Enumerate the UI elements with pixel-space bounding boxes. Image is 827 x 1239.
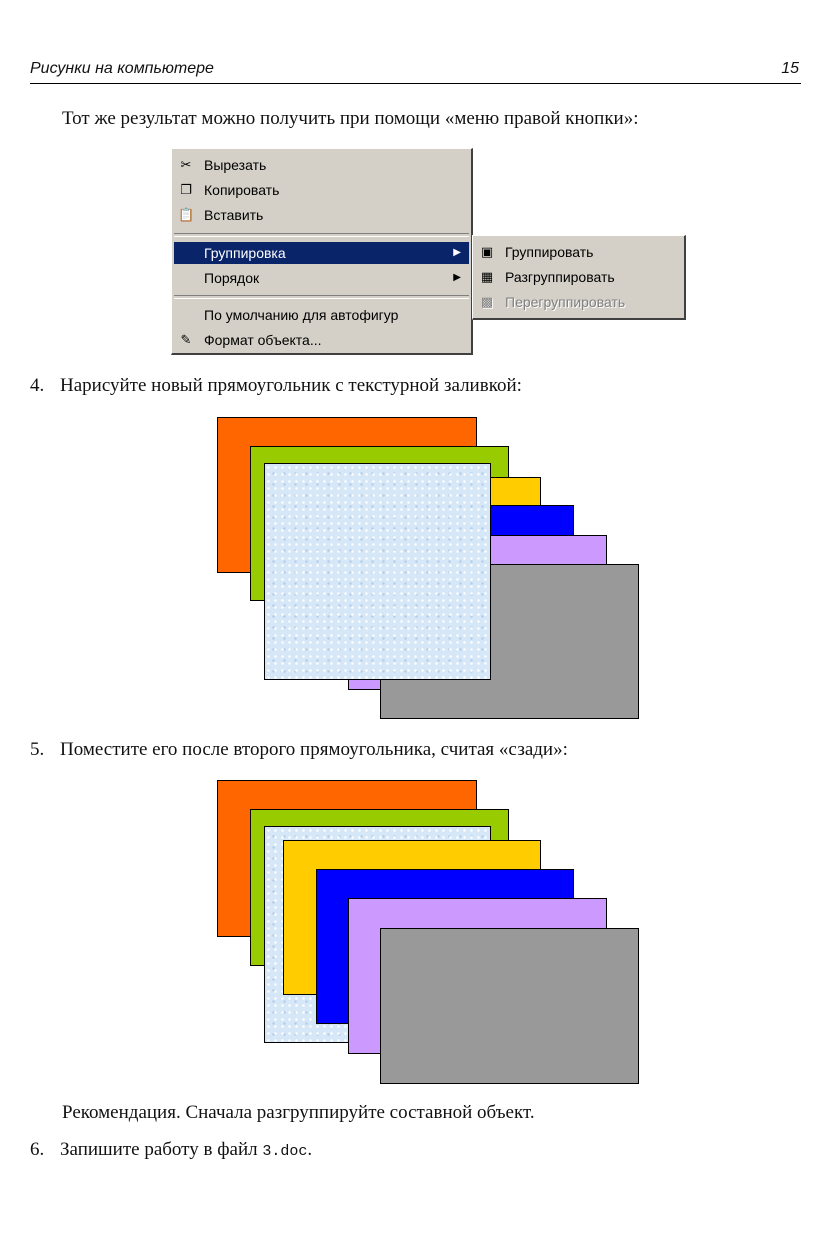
submenu-item-ungroup[interactable]: ▦ Разгруппировать [480, 269, 615, 285]
running-header-title: Рисунки на компьютере [30, 60, 214, 77]
group-icon: ▣ [480, 244, 494, 259]
submenu-item-group[interactable]: ▣ Группировать [480, 244, 594, 260]
format-object-icon: ✎ [180, 332, 192, 347]
grouping-submenu [472, 235, 686, 320]
rect-gray[interactable] [380, 928, 639, 1084]
menu-item-format-object[interactable]: ✎ Формат объекта... [174, 329, 469, 351]
menu-item-cut[interactable]: ✂ Вырезать [174, 154, 469, 176]
regroup-icon: ▩ [480, 294, 494, 309]
menu-item-paste[interactable]: 📋 Вставить [178, 207, 264, 223]
recommendation: Рекомендация. Сначала разгруппируйте составной объект. [62, 1102, 535, 1123]
step-end: . [307, 1139, 313, 1160]
intro-paragraph: Тот же результат можно получить при помощи «меню правой кнопки»: [62, 108, 639, 129]
step-number: 5. [30, 739, 45, 760]
menu-separator [174, 233, 469, 237]
menu-item-order[interactable]: Порядок ▶ [174, 267, 469, 289]
menu-item-grouping[interactable]: Группировка ▶ [174, 242, 469, 264]
step-text: Запишите работу в файл [60, 1139, 263, 1160]
rect-textured[interactable] [264, 463, 491, 680]
context-menu [171, 148, 473, 355]
menu-separator [174, 295, 469, 299]
step-number: 6. [30, 1139, 45, 1160]
step-5 [30, 739, 568, 761]
menu-item-autoshape-default[interactable]: По умолчанию для автофигур [204, 307, 399, 323]
copy-icon: ❐ [180, 182, 192, 197]
submenu-item-regroup: ▩ Перегруппировать [480, 294, 626, 310]
paste-icon: 📋 [178, 207, 195, 222]
step-6 [30, 1139, 312, 1161]
submenu-arrow-icon: ▶ [453, 272, 461, 283]
file-name: 3.doc [262, 1143, 308, 1160]
ungroup-icon: ▦ [480, 269, 494, 284]
step-text: Нарисуйте новый прямоугольник с текстурной заливкой: [60, 375, 522, 396]
submenu-arrow-icon: ▶ [453, 247, 461, 258]
step-number: 4. [30, 375, 45, 396]
menu-item-copy[interactable]: ❐ Копировать [174, 179, 469, 201]
scissors-icon: ✂ [180, 157, 192, 172]
step-text: Поместите его после второго прямоугольника, считая «сзади»: [60, 739, 568, 760]
header-rule [30, 83, 801, 84]
page-number: 15 [781, 60, 799, 77]
step-4 [30, 375, 522, 397]
